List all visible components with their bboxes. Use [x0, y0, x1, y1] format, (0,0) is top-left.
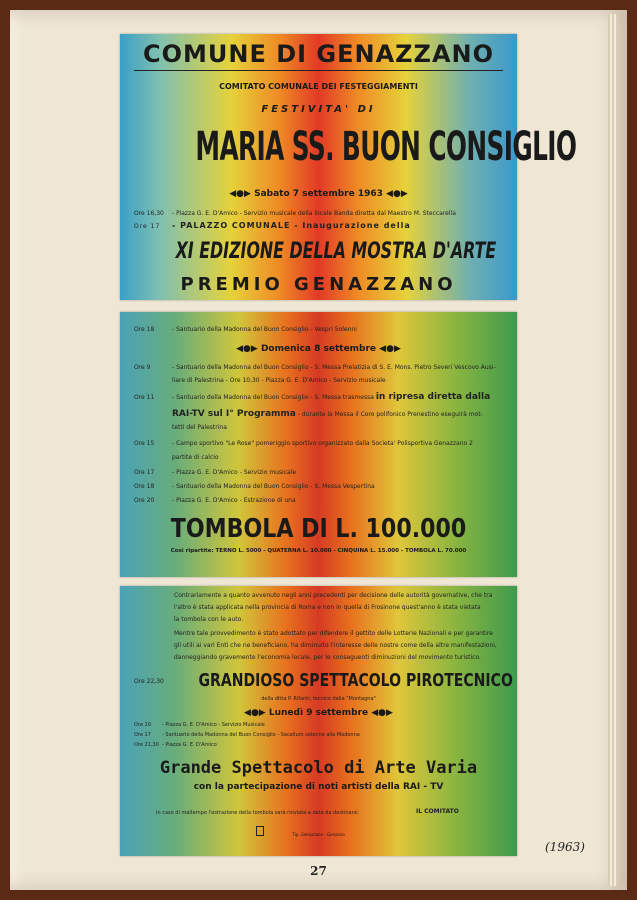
ornament-right-icon: ◀●▶	[382, 189, 408, 199]
row-9-cont: liare di Palestrina - Ore 10,30 - Piazza G. E. D'Amico - Servizio musicale	[172, 377, 386, 384]
printer-line: Tip. Genazzano - Genzano	[292, 832, 345, 837]
sunday-date: ◀●▶ Domenica 8 settembre ◀●▶	[236, 344, 401, 354]
comitato-signature: IL COMITATO	[416, 808, 459, 815]
row-15-cont: partite di calcio	[172, 454, 219, 461]
page-number: 27	[310, 864, 327, 878]
monday-row-2: Ore 17 - Santuario della Madonna del Buon Consiglio - Sacellum solenne alla Madonna	[134, 732, 360, 738]
ornament-right-icon: ◀●▶	[368, 708, 393, 718]
arte-varia-headline: Grande Spettacolo di Arte Varia	[159, 758, 478, 778]
row-17-music: Ore 17 - Piazza G. E. D'Amico - Servizio musicale	[134, 469, 297, 476]
para-line-2: l'altro è stata applicata nella provincia di Roma e non in quella di Frosinone quest'anno è stata vietata	[174, 604, 481, 611]
poster-top	[120, 34, 577, 300]
tombola-headline: TOMBOLA DI L. 100.000	[170, 514, 467, 544]
para-line-1: Contrariamente a quanto avvenuto negli anni precedenti per decisione delle autorità governative, che tra	[174, 592, 493, 599]
committee-line: COMITATO COMUNALE DEI FESTEGGIAMENTI	[219, 82, 418, 91]
poster-middle	[120, 312, 517, 577]
tombola-prizes: Così ripartite: TERNO L. 5000 - QUATERNA L. 10.000 - CINQUINA L. 15.000 - TOMBOLA L. 70.000	[170, 548, 467, 554]
row-18-vespri: Ore 18 - Santuario della Madonna del Buon Consiglio - Vespri Solenni	[134, 326, 357, 333]
poster-title: COMUNE DI GENAZZANO	[142, 40, 495, 68]
caption-year: (1963)	[545, 840, 585, 854]
para-line-4: Mentre tale provvedimento è stato adottato per difendere il gettito delle Lotterie Nazionali e per garantire	[174, 630, 493, 637]
para-line-5: gli utili ai vari Enti che ne beneficiano, ha diminuito l'interesse delle nostre come della altre manifestazioni,	[174, 642, 497, 649]
row-11: Ore 11 - Santuario della Madonna del Buon Consiglio - S. Messa trasmessa in ripresa diretta dalla	[134, 392, 491, 402]
row-11-cont: RAI-TV sul I° Programma - durante la Messa il Coro polifonico Prenestino eseguirà mot-	[172, 409, 483, 419]
row-15: Ore 15 - Campo sportivo "Le Rose" pomeriggio sportivo organizzato dalla Societa' Polisportiva Genazzano 2	[134, 440, 473, 447]
saturday-date: ◀●▶ Sabato 7 settembre 1963 ◀●▶	[229, 189, 408, 199]
row-11-cont2: tetti del Palestrina	[172, 424, 227, 431]
ornament-left-icon: ◀●▶	[244, 708, 269, 718]
row-17: Ore 17 - PALAZZO COMUNALE - Inaugurazione della	[134, 221, 411, 230]
para-line-3: la tombola con le auto.	[174, 616, 244, 623]
poster-bottom	[120, 586, 517, 856]
page-edges	[608, 14, 618, 886]
row-18-messa: Ore 18 - Santuario della Madonna del Buon Consiglio - S. Messa Vespertina	[134, 483, 375, 490]
ornament-right-icon: ◀●▶	[376, 344, 401, 354]
row-9: Ore 9 - Santuario della Madonna del Buon Consiglio - S. Messa Prelatizia di S. E. Mons. Pietro Severi Vescovo Ausi-	[134, 364, 496, 371]
ore-2230: Ore 22,30	[134, 678, 164, 685]
crest-icon	[256, 826, 264, 836]
partecipazione-line: con la partecipazione di noti artisti della RAI - TV	[193, 782, 444, 792]
festivita-line: FESTIVITA' DI	[261, 104, 376, 115]
para-line-6: danneggiando gravemente l'economia locale, per le conseguenti diminuzioni del movimento turistico.	[174, 654, 481, 661]
ornament-left-icon: ◀●▶	[229, 189, 255, 199]
monday-row-1: Ore 10 - Piazza G. E. D'Amico - Servizio Musicale	[134, 722, 265, 728]
monday-date: ◀●▶ Lunedì 9 settembre ◀●▶	[244, 708, 393, 718]
fireworks-headline: GRANDIOSO SPETTACOLO PIROTECNICO	[198, 670, 513, 691]
ditta-line: della ditta P. Rifanti, tecnico della "Montagna"	[261, 696, 376, 702]
row-1630: Ore 16,30 - Piazza G. E. D'Amico - Servizio musicale della locale Banda diretta dal Maestro M. Steccarella	[134, 210, 456, 217]
edizione-headline: XI EDIZIONE DELLA MOSTRA D'ARTE	[175, 239, 497, 264]
premio-headline: PREMIO GENAZZANO	[180, 274, 457, 295]
footnote: In caso di maltempo l'estrazione della tombola sarà rinviata a data da destinarsi.	[156, 810, 360, 816]
monday-row-3: Ore 21,30 - Piazza G. E. D'Amico	[134, 742, 217, 748]
maria-headline: MARIA SS. BUON CONSIGLIO	[195, 124, 577, 170]
row-20: Ore 20 - Piazza G. E. D'Amico - Estrazione di una	[134, 497, 296, 504]
ornament-left-icon: ◀●▶	[236, 344, 261, 354]
